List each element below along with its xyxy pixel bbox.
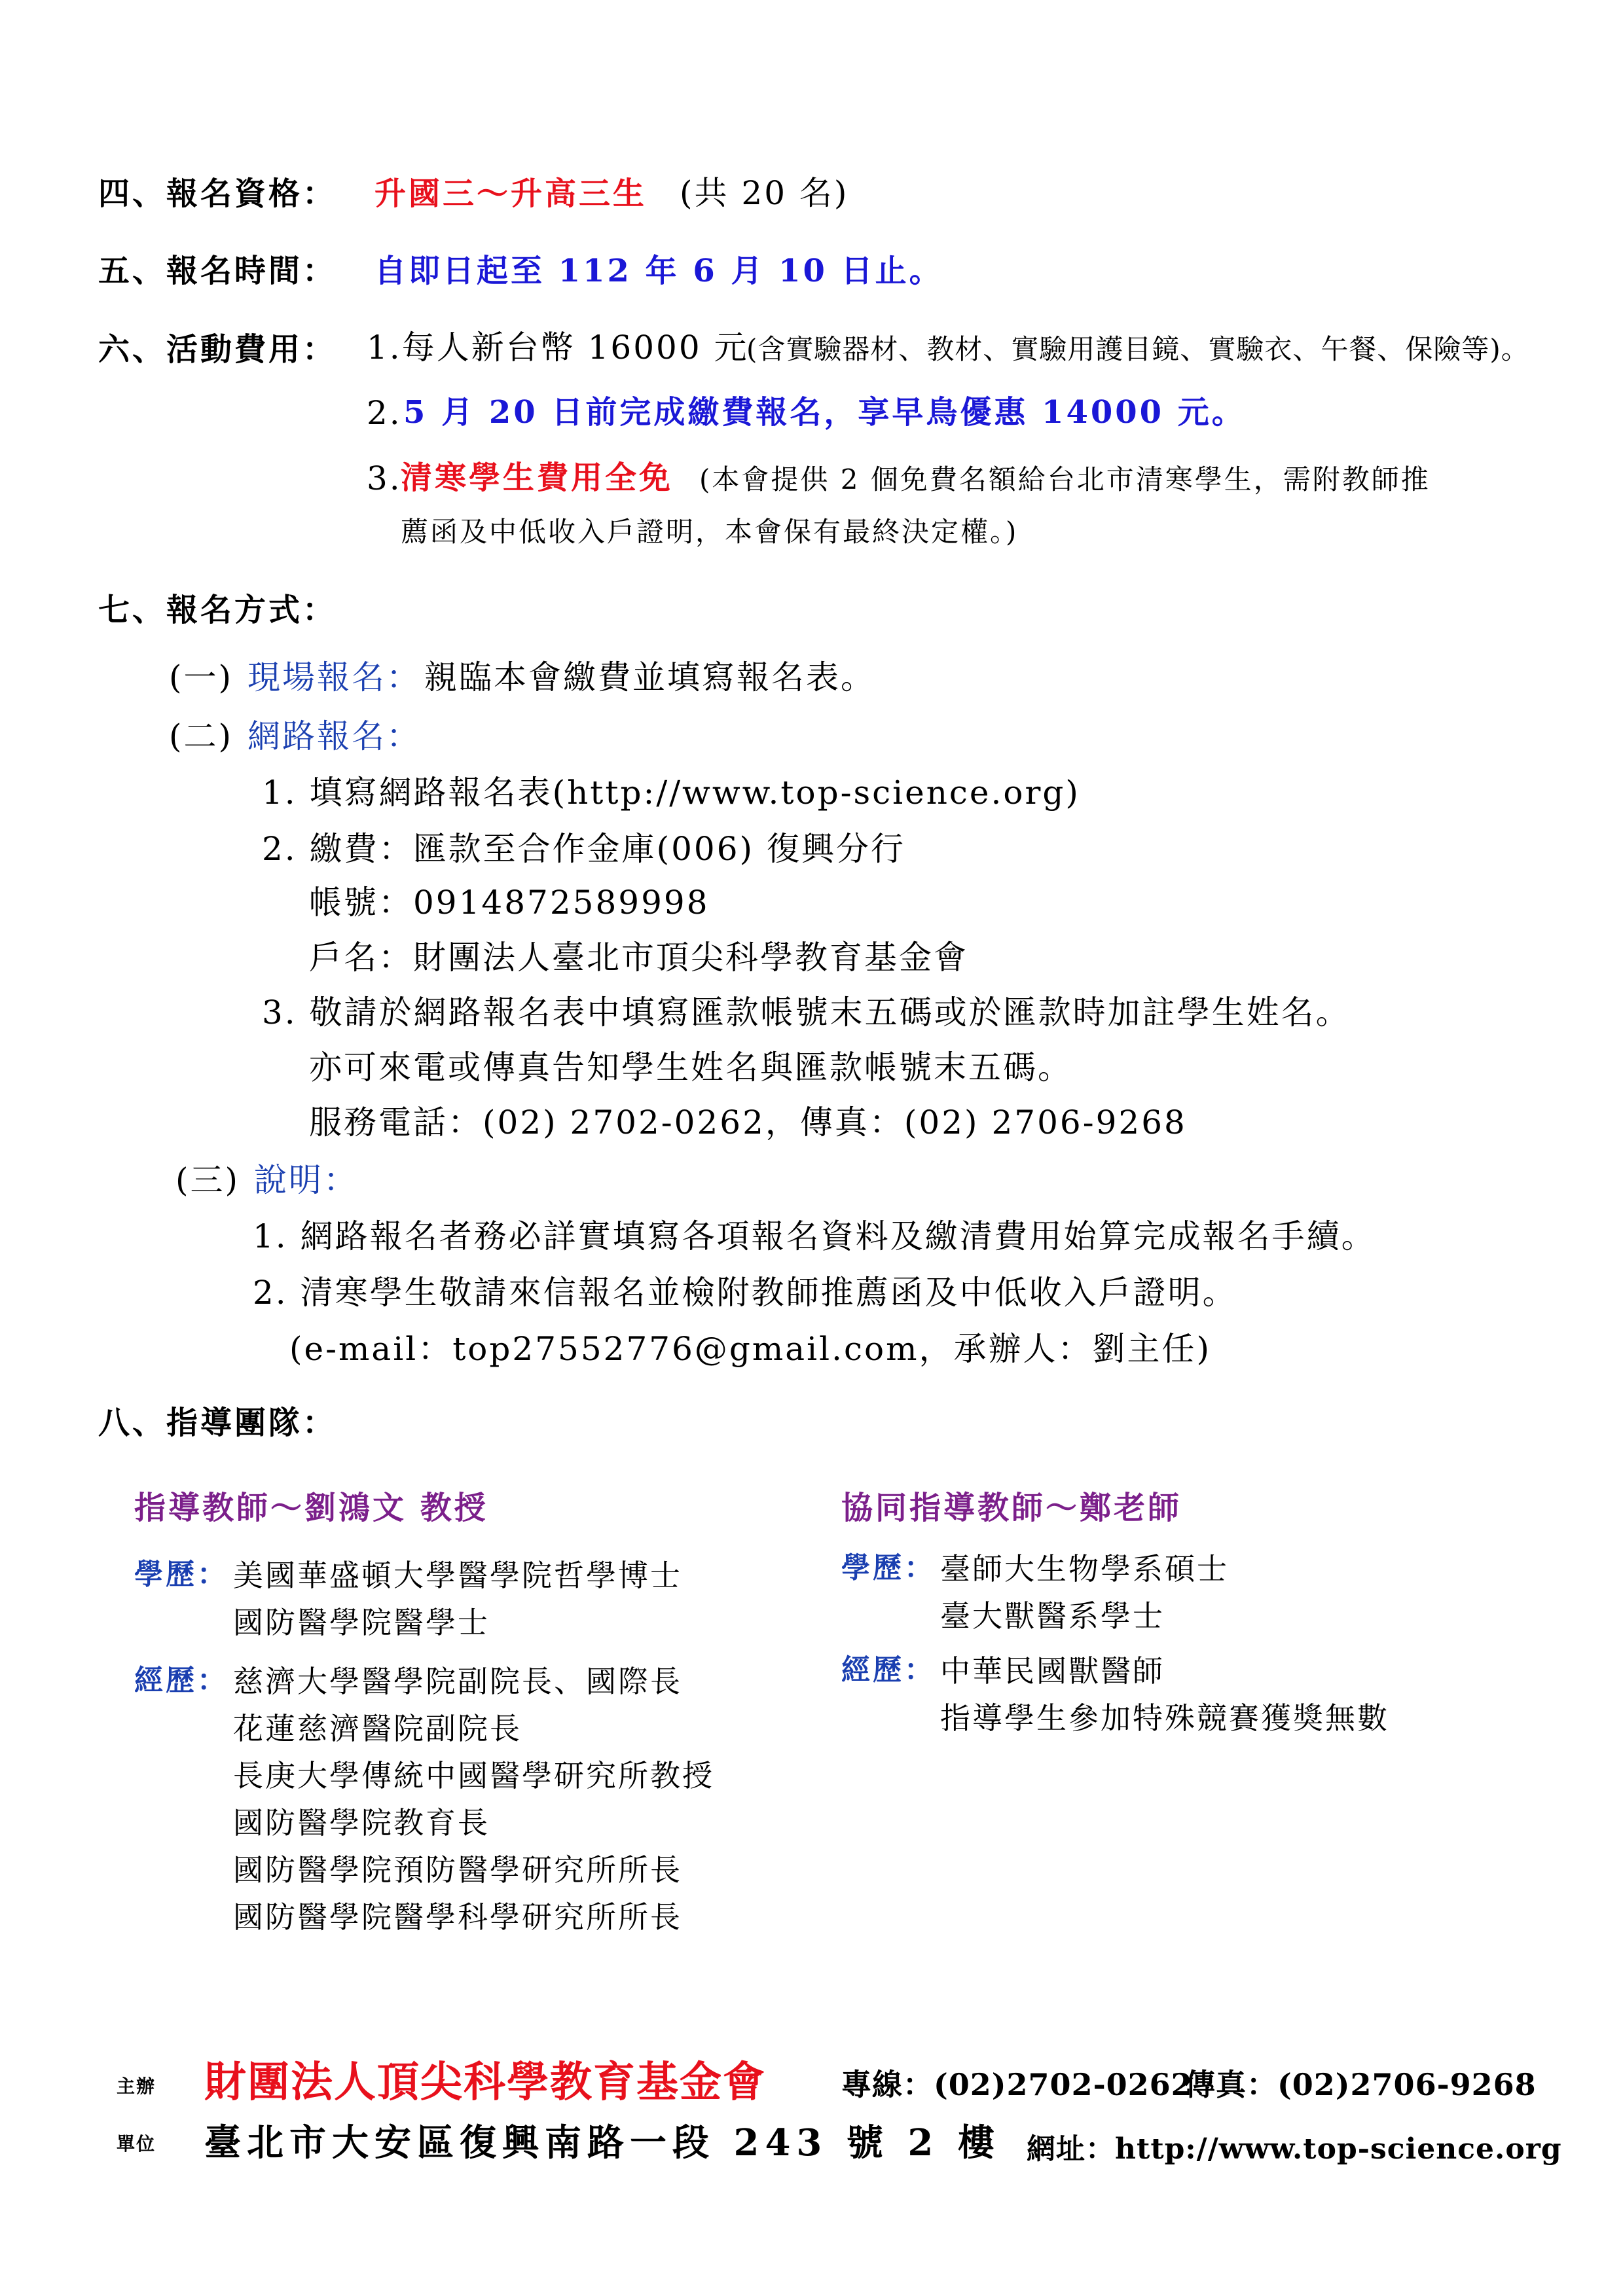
fee-item-1-note: (含實驗器材、教材、實驗用護目鏡、實驗衣、午餐、保險等)。 xyxy=(746,333,1529,365)
method-b-line: 3. 敬請於網路報名表中填寫匯款帳號末五碼或於匯款時加註學生姓名。 xyxy=(262,994,1351,1031)
lead-exp-item: 國防醫學院醫學科學研究所所長 xyxy=(233,1899,682,1935)
lead-exp-item: 國防醫學院預防醫學研究所所長 xyxy=(233,1852,682,1888)
method-a-text: 親臨本會繳費並填寫報名表。 xyxy=(424,658,875,696)
lead-exp-item: 慈濟大學醫學院副院長、國際長 xyxy=(233,1664,682,1699)
co-exp-label: 經歷： xyxy=(841,1653,936,1687)
method-b-line: 服務電話：(02) 2702-0262，傳真：(02) 2706-9268 xyxy=(309,1103,1187,1141)
fee-item-3-red: 清寒學生費用全免 xyxy=(401,459,674,496)
co-teacher-title: 協同指導教師～鄭老師 xyxy=(841,1490,1182,1526)
method-b-line: 亦可來電或傳真告知學生姓名與匯款帳號末五碼。 xyxy=(309,1049,1072,1086)
organization-name: 財團法人頂尖科學教育基金會 xyxy=(204,2058,766,2107)
method-c-line: 2. 清寒學生敬請來信報名並檢附教師推薦函及中低收入戶證明。 xyxy=(253,1274,1237,1312)
lead-edu-item: 國防醫學院醫學士 xyxy=(233,1605,490,1640)
section-6-label: 六、活動費用： xyxy=(98,331,337,368)
section-5-value: 自即日起至 112 年 6 月 10 日止。 xyxy=(374,253,943,289)
method-c-line: 1. 網路報名者務必詳實填寫各項報名資料及繳清費用始算完成報名手續。 xyxy=(253,1217,1376,1255)
lead-exp-item: 國防醫學院教育長 xyxy=(233,1805,490,1840)
footer-website: 網址：http://www.top-science.org xyxy=(1027,2132,1562,2166)
section-4-label: 四、報名資格： xyxy=(98,175,337,212)
method-c-num: (三) xyxy=(175,1161,240,1199)
section-7-label: 七、報名方式： xyxy=(98,592,337,628)
section-4-note: (共 20 名) xyxy=(680,174,849,212)
method-b-line: 2. 繳費：匯款至合作金庫(006) 復興分行 xyxy=(262,830,905,868)
fee-item-2-num: 2. xyxy=(367,394,402,432)
fee-item-3-note-line1: (本會提供 2 個免費名額給台北市清寒學生，需附教師推 xyxy=(699,463,1431,495)
method-a-num: (一) xyxy=(169,658,234,696)
section-4-value: 升國三～升高三生 xyxy=(374,175,647,212)
co-exp-item: 指導學生參加特殊競賽獲獎無數 xyxy=(940,1700,1389,1736)
unit-label: 單位 xyxy=(117,2133,156,2155)
lead-edu-item: 美國華盛頓大學醫學院哲學博士 xyxy=(233,1558,682,1593)
section-5-label: 五、報名時間： xyxy=(98,253,337,289)
lead-exp-label: 經歷： xyxy=(134,1664,228,1697)
lead-exp-item: 長庚大學傳統中國醫學研究所教授 xyxy=(233,1758,714,1793)
fee-item-3-note-line2: 薦函及中低收入戶證明，本會保有最終決定權。) xyxy=(401,516,1019,548)
method-b-num: (二) xyxy=(169,717,234,755)
section-8-label: 八、指導團隊： xyxy=(98,1405,337,1441)
lead-exp-item: 花蓮慈濟醫院副院長 xyxy=(233,1711,522,1746)
method-a-title: 現場報名： xyxy=(247,658,421,696)
footer-address: 臺北市大安區復興南路一段 243 號 2 樓 xyxy=(204,2121,1000,2164)
method-b-title: 網路報名： xyxy=(247,717,421,755)
fee-item-3-num: 3. xyxy=(367,459,402,497)
method-b-line: 1. 填寫網路報名表(http://www.top-science.org) xyxy=(262,774,1080,812)
footer-phone: 專線：(02)2702-0262 xyxy=(841,2067,1193,2102)
co-edu-item: 臺大獸醫系學士 xyxy=(940,1598,1165,1634)
fee-item-1: 1.每人新台幣 16000 元 xyxy=(367,329,749,367)
fee-item-2-text: 5 月 20 日前完成繳費報名，享早鳥優惠 14000 元。 xyxy=(403,394,1246,431)
method-c-line: (e-mail：top27552776@gmail.com，承辦人：劉主任) xyxy=(289,1330,1212,1368)
host-label: 主辦 xyxy=(117,2075,156,2097)
method-b-line: 帳號：0914872589998 xyxy=(309,884,710,922)
method-c-title: 說明： xyxy=(254,1161,358,1199)
co-exp-item: 中華民國獸醫師 xyxy=(940,1653,1165,1689)
method-b-line: 戶名：財團法人臺北市頂尖科學教育基金會 xyxy=(309,939,968,977)
footer-fax: 傳真：(02)2706-9268 xyxy=(1185,2067,1537,2102)
lead-teacher-title: 指導教師～劉鴻文 教授 xyxy=(134,1490,488,1526)
co-edu-item: 臺師大生物學系碩士 xyxy=(940,1551,1229,1587)
lead-edu-label: 學歷： xyxy=(134,1558,228,1591)
co-edu-label: 學歷： xyxy=(841,1551,936,1585)
